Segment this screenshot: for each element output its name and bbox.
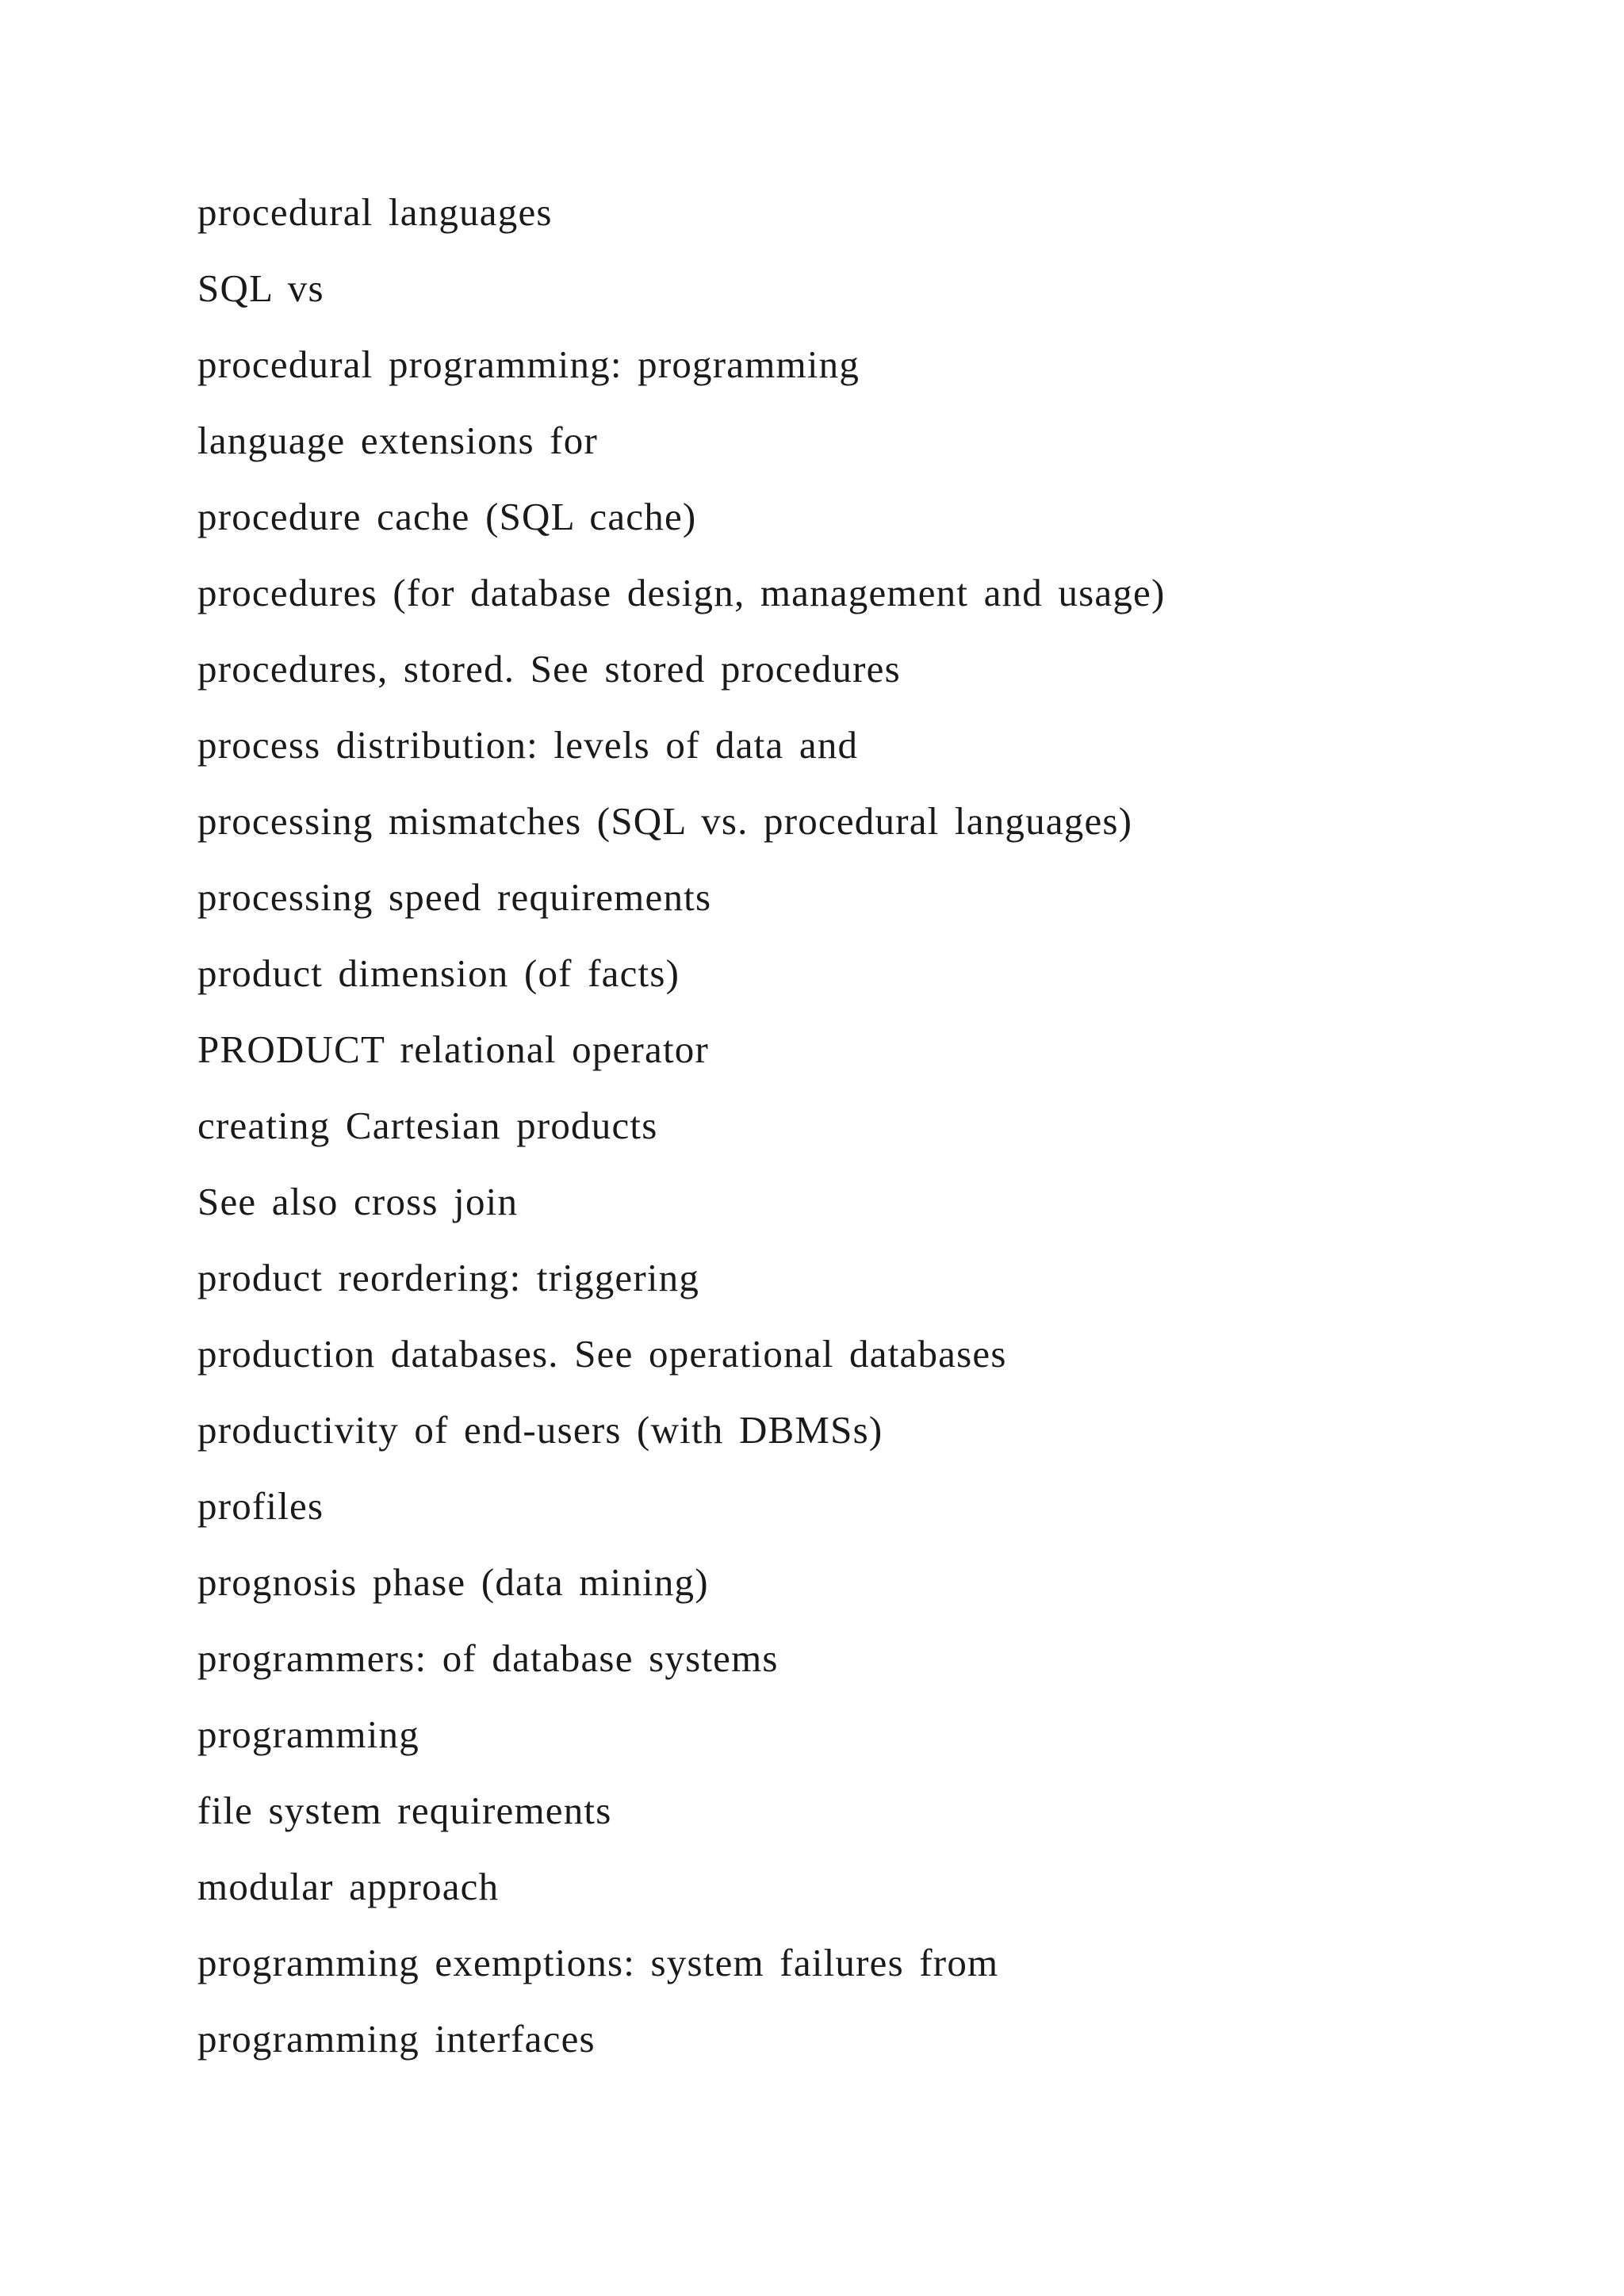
- index-entry: productivity of end-users (with DBMSs): [197, 1408, 883, 1452]
- index-entry: creating Cartesian products: [197, 1104, 658, 1147]
- index-entry: process distribution: levels of data and: [197, 723, 859, 767]
- index-entry: file system requirements: [197, 1789, 612, 1832]
- index-entry: profiles: [197, 1484, 324, 1528]
- index-entry: programmers: of database systems: [197, 1636, 779, 1680]
- index-entry: See also cross join: [197, 1180, 519, 1223]
- index-entry: programming exemptions: system failures from: [197, 1941, 999, 1984]
- index-entry: procedures (for database design, management and usage): [197, 571, 1166, 614]
- index-entry: SQL vs: [197, 266, 324, 310]
- index-list: [197, 190, 1166, 2093]
- index-entry: modular approach: [197, 1865, 500, 1908]
- index-entry: product reordering: triggering: [197, 1256, 700, 1299]
- index-entry: product dimension (of facts): [197, 951, 680, 995]
- index-entry: processing mismatches (SQL vs. procedural languages): [197, 799, 1133, 843]
- index-entry: procedure cache (SQL cache): [197, 495, 697, 538]
- index-entry: procedures, stored. See stored procedures: [197, 647, 901, 691]
- index-entry: production databases. See operational databases: [197, 1332, 1007, 1376]
- index-entry: PRODUCT relational operator: [197, 1027, 709, 1071]
- index-entry: procedural languages: [197, 190, 553, 234]
- index-entry: programming interfaces: [197, 2017, 596, 2061]
- index-entry: language extensions for: [197, 419, 598, 462]
- index-entry: processing speed requirements: [197, 875, 712, 919]
- index-entry: prognosis phase (data mining): [197, 1560, 709, 1604]
- index-entry: procedural programming: programming: [197, 342, 860, 386]
- index-entry: programming: [197, 1712, 419, 1756]
